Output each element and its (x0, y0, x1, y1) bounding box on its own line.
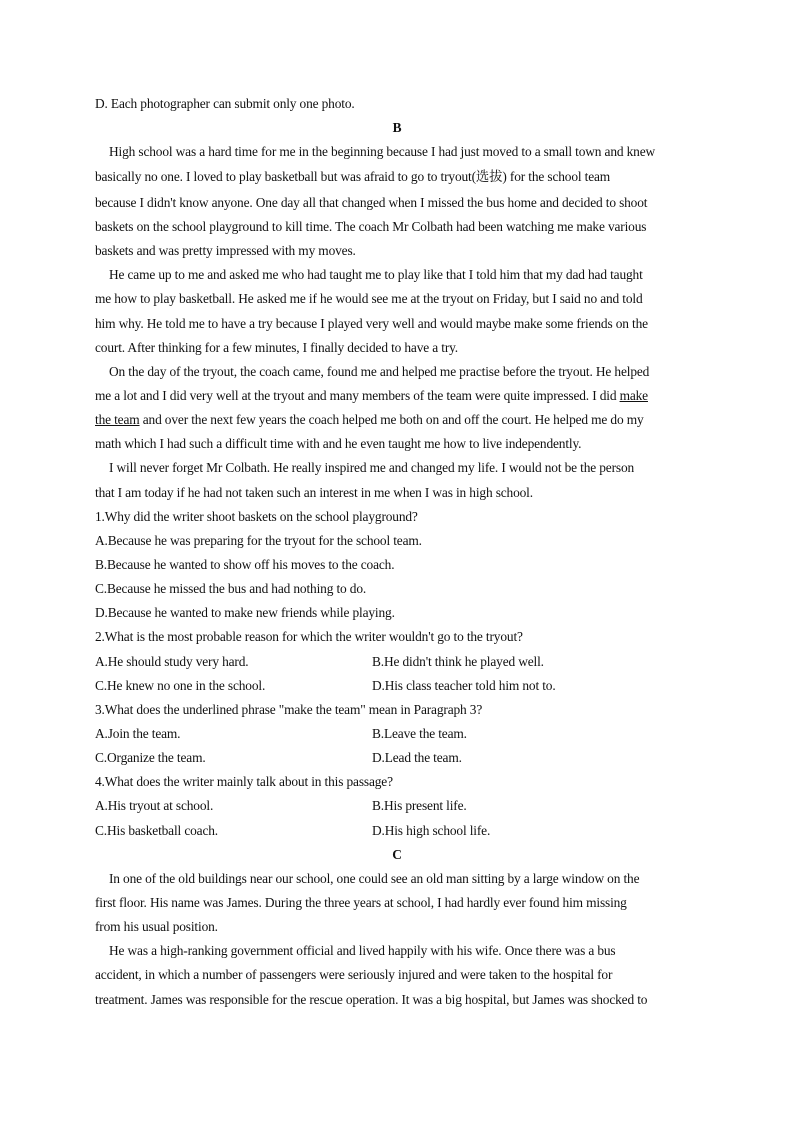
question-3-option-a: A.Join the team. (95, 726, 181, 741)
b-p2-line2: me how to play basketball. He asked me if he would see me at the tryout on Friday, but I said no and told (95, 291, 643, 306)
c-p1-line1: In one of the old buildings near our school, one could see an old man sitting by a large window on the (109, 871, 640, 886)
question-3-option-c: C.Organize the team. (95, 750, 206, 765)
question-3-option-d: D.Lead the team. (372, 750, 462, 765)
b-p1-line2: basically no one. I loved to play basketball but was afraid to go to tryout(选拔) for the school team (95, 169, 611, 184)
c-p1-line3: from his usual position. (95, 919, 218, 934)
b-p2-line3: him why. He told me to have a try because I played very well and would maybe make some friends on the (95, 316, 648, 331)
question-2-option-a: A.He should study very hard. (95, 654, 249, 669)
question-2-option-b: B.He didn't think he played well. (372, 654, 544, 669)
question-2-option-d: D.His class teacher told him not to. (372, 678, 556, 693)
b-p4-line1: I will never forget Mr Colbath. He really inspired me and changed my life. I would not be the person (109, 460, 635, 475)
b-p3-line4: math which I had such a difficult time with and he even taught me how to live independently. (95, 436, 582, 451)
question-2-option-c: C.He knew no one in the school. (95, 678, 266, 693)
underlined-phrase-part1: make (619, 388, 648, 403)
b-p2-line1: He came up to me and asked me who had taught me to play like that I told him that my dad had taught (109, 267, 643, 282)
b-p3-line3-text: and over the next few years the coach helped me both on and off the court. He helped me do my (139, 412, 644, 427)
underlined-phrase-part2: the team (95, 412, 140, 427)
c-p2-line1: He was a high-ranking government official and lived happily with his wife. Once there was a bus (109, 943, 616, 958)
b-p3-line1: On the day of the tryout, the coach came, found me and helped me practise before the tryout. He helped (109, 364, 650, 379)
b-p1-line4: baskets on the school playground to kill time. The coach Mr Colbath had been watching me make various (95, 219, 647, 234)
question-3-option-b: B.Leave the team. (372, 726, 467, 741)
b-p3-line3 (95, 411, 644, 429)
b-p4-line2: that I am today if he had not taken such an interest in me when I was in high school. (95, 485, 533, 500)
b-p1-line5: baskets and was pretty impressed with my moves. (95, 243, 356, 258)
section-b-heading: B (392, 120, 402, 135)
question-4-option-c: C.His basketball coach. (95, 823, 218, 838)
previous-option-d: D. Each photographer can submit only one photo. (95, 96, 355, 111)
b-p3-line2 (95, 387, 648, 405)
question-1-option-b: B.Because he wanted to show off his moves to the coach. (95, 557, 395, 572)
b-p1-line1: High school was a hard time for me in the beginning because I had just moved to a small town and knew (109, 144, 656, 159)
b-p1-line3: because I didn't know anyone. One day all that changed when I missed the bus home and decided to shoot (95, 195, 648, 210)
question-4-option-b: B.His present life. (372, 798, 467, 813)
question-1-option-a: A.Because he was preparing for the tryout for the school team. (95, 533, 422, 548)
c-p1-line2: first floor. His name was James. During the three years at school, I had hardly ever found him missing (95, 895, 627, 910)
question-3-stem: 3.What does the underlined phrase "make the team" mean in Paragraph 3? (95, 702, 483, 717)
question-4-stem: 4.What does the writer mainly talk about in this passage? (95, 774, 393, 789)
c-p2-line3: treatment. James was responsible for the rescue operation. It was a big hospital, but James was shocked to (95, 992, 648, 1007)
question-4-option-d: D.His high school life. (372, 823, 491, 838)
c-p2-line2: accident, in which a number of passengers were seriously injured and were taken to the hospital for (95, 967, 613, 982)
question-2-stem: 2.What is the most probable reason for which the writer wouldn't go to the tryout? (95, 629, 523, 644)
section-c-heading: C (392, 847, 402, 862)
b-p3-line2-text: me a lot and I did very well at the tryout and many members of the team were quite impressed. I did (95, 388, 620, 403)
b-p2-line4: court. After thinking for a few minutes, I finally decided to have a try. (95, 340, 458, 355)
question-1-option-c: C.Because he missed the bus and had nothing to do. (95, 581, 367, 596)
question-1-option-d: D.Because he wanted to make new friends while playing. (95, 605, 395, 620)
question-4-option-a: A.His tryout at school. (95, 798, 214, 813)
question-1-stem: 1.Why did the writer shoot baskets on the school playground? (95, 509, 418, 524)
